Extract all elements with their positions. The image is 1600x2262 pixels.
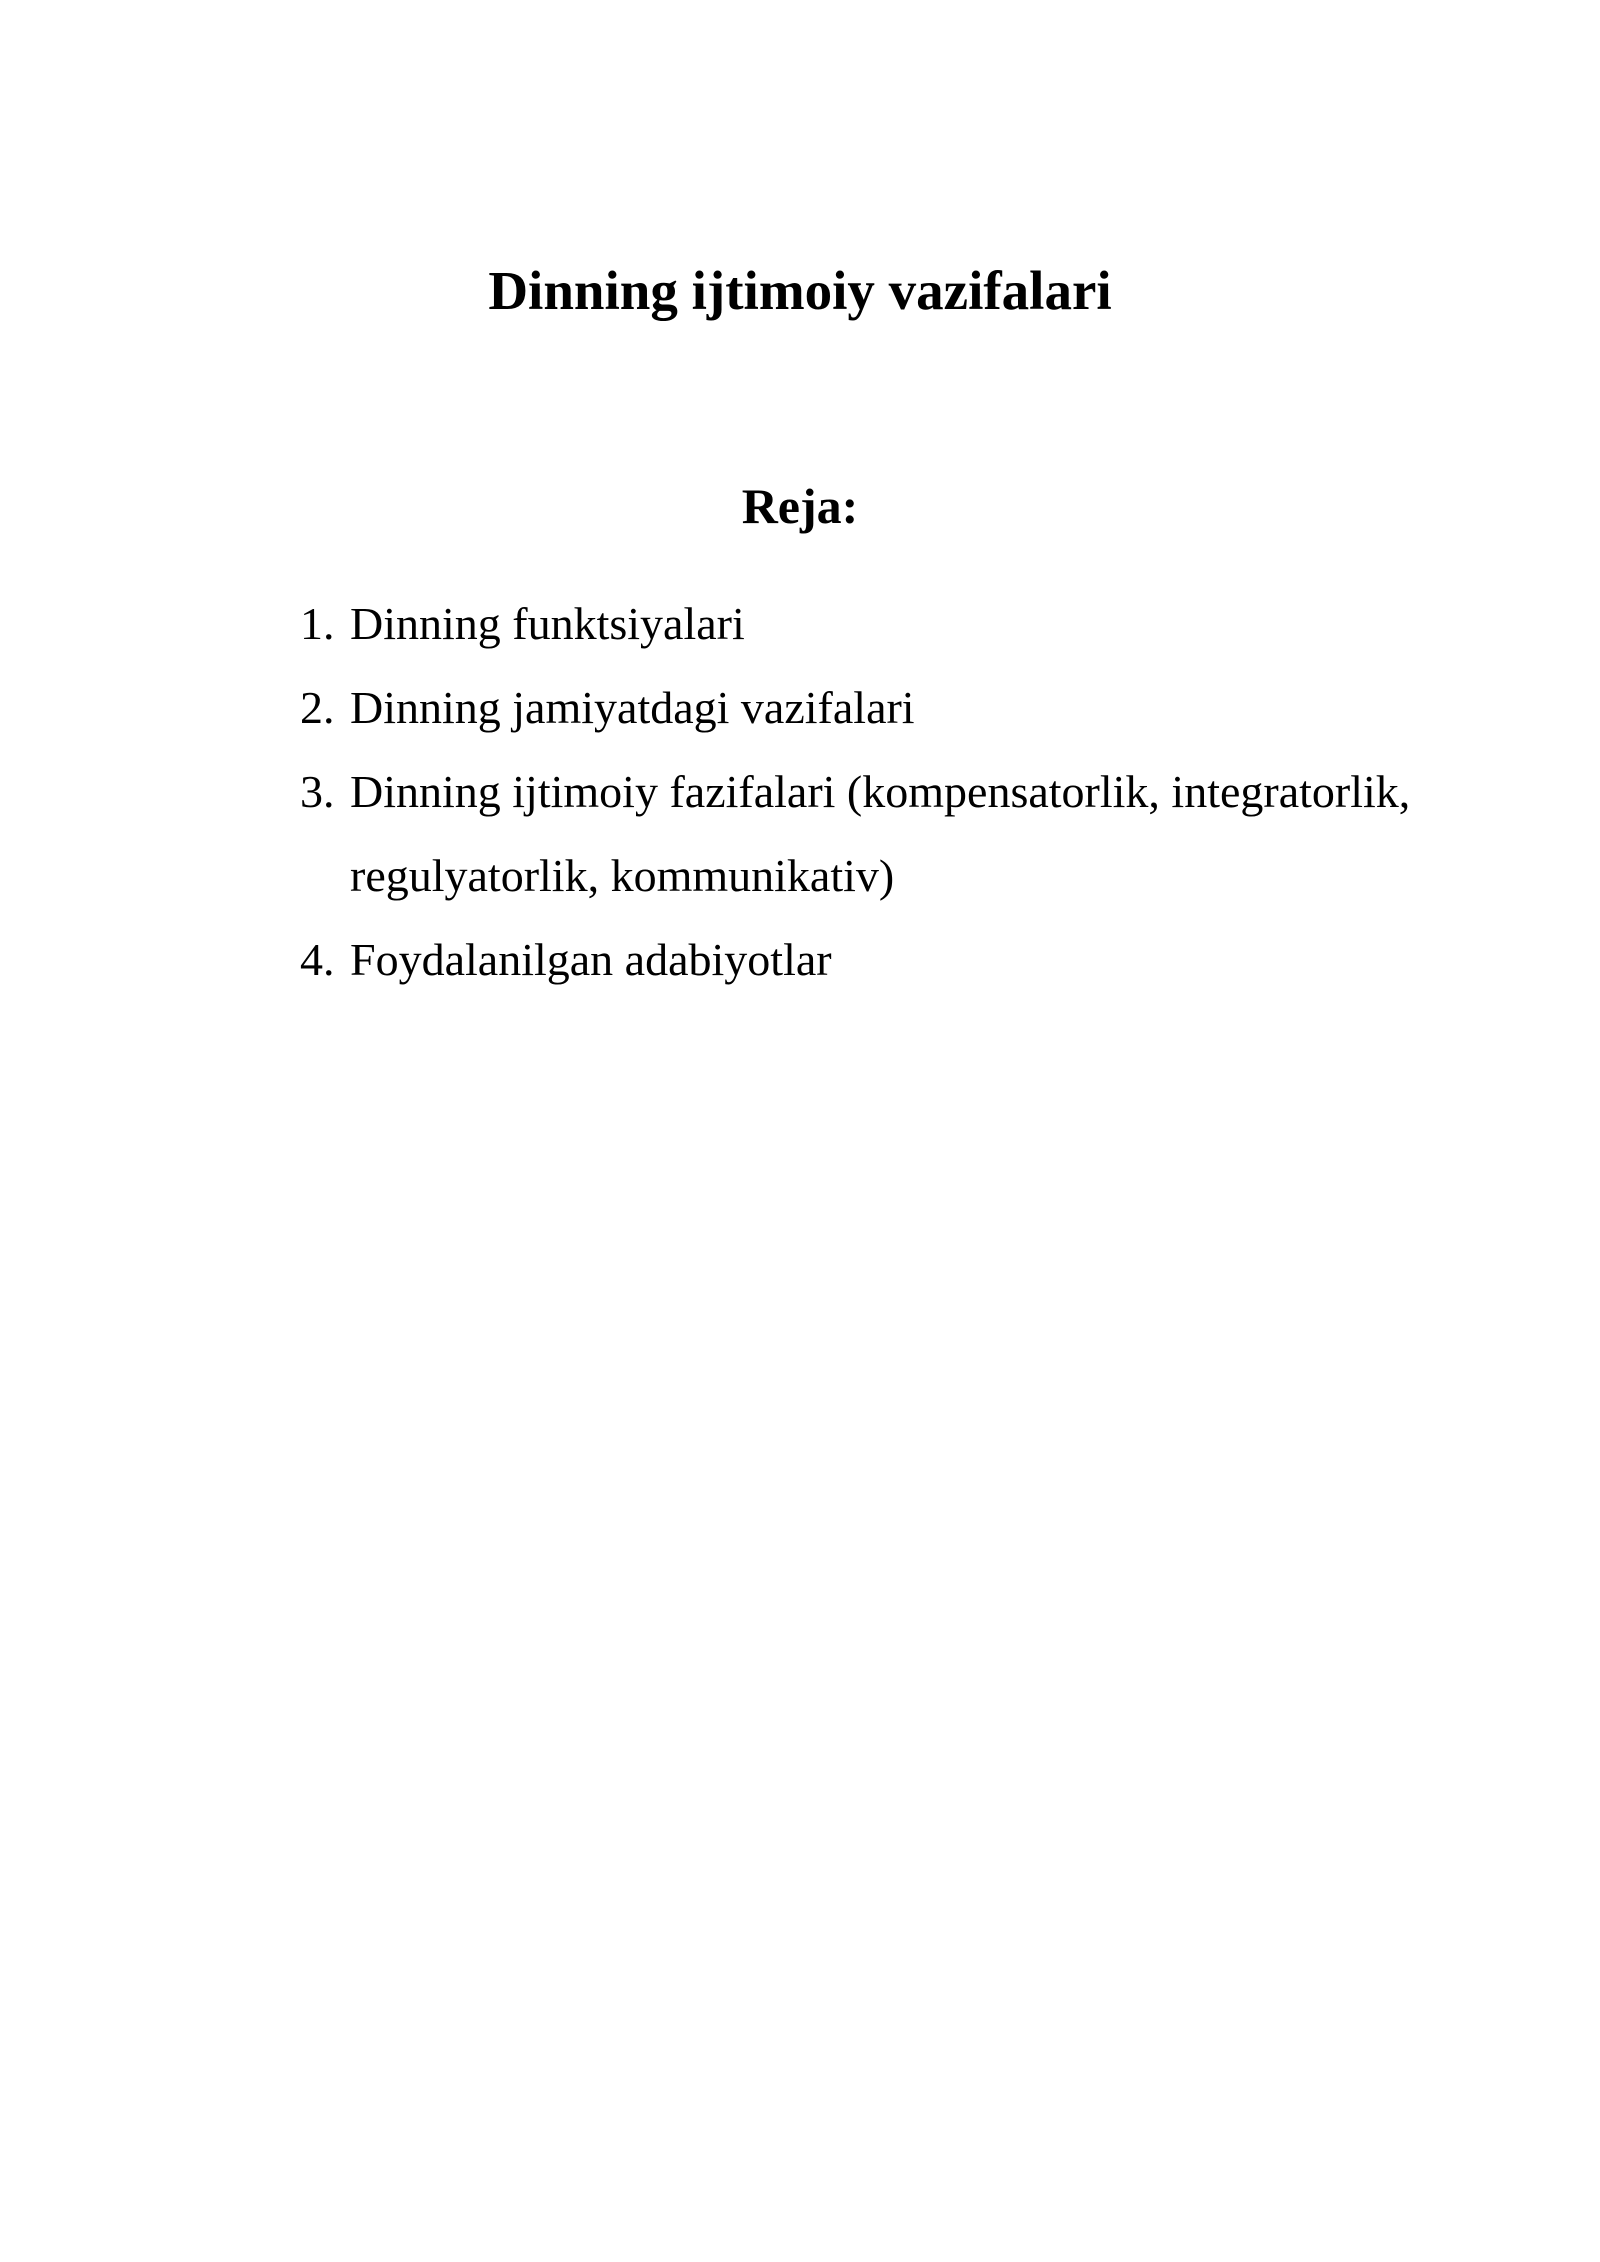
plan-item-text: Foydalanilgan adabiyotlar xyxy=(350,934,832,985)
plan-item-number: 1. xyxy=(300,598,335,649)
plan-item-text-continuation: regulyatorlik, kommunikativ) xyxy=(350,850,895,901)
plan-list xyxy=(300,582,1500,1002)
document-title: Dinning ijtimoiy vazifalari xyxy=(488,259,1112,321)
plan-item xyxy=(300,666,1500,750)
plan-item-number: 2. xyxy=(300,682,335,733)
plan-item xyxy=(300,918,1500,1002)
plan-item-number: 3. xyxy=(300,766,335,817)
plan-item-number: 4. xyxy=(300,934,335,985)
plan-heading: Reja: xyxy=(741,477,859,534)
plan-item-text: Dinning funktsiyalari xyxy=(350,598,745,649)
plan-item-text: Dinning jamiyatdagi vazifalari xyxy=(350,682,915,733)
plan-item xyxy=(300,582,1500,666)
plan-item-text: Dinning ijtimoiy fazifalari (kompensatorlik, integratorlik, xyxy=(350,766,1411,817)
plan-item xyxy=(300,750,1500,918)
